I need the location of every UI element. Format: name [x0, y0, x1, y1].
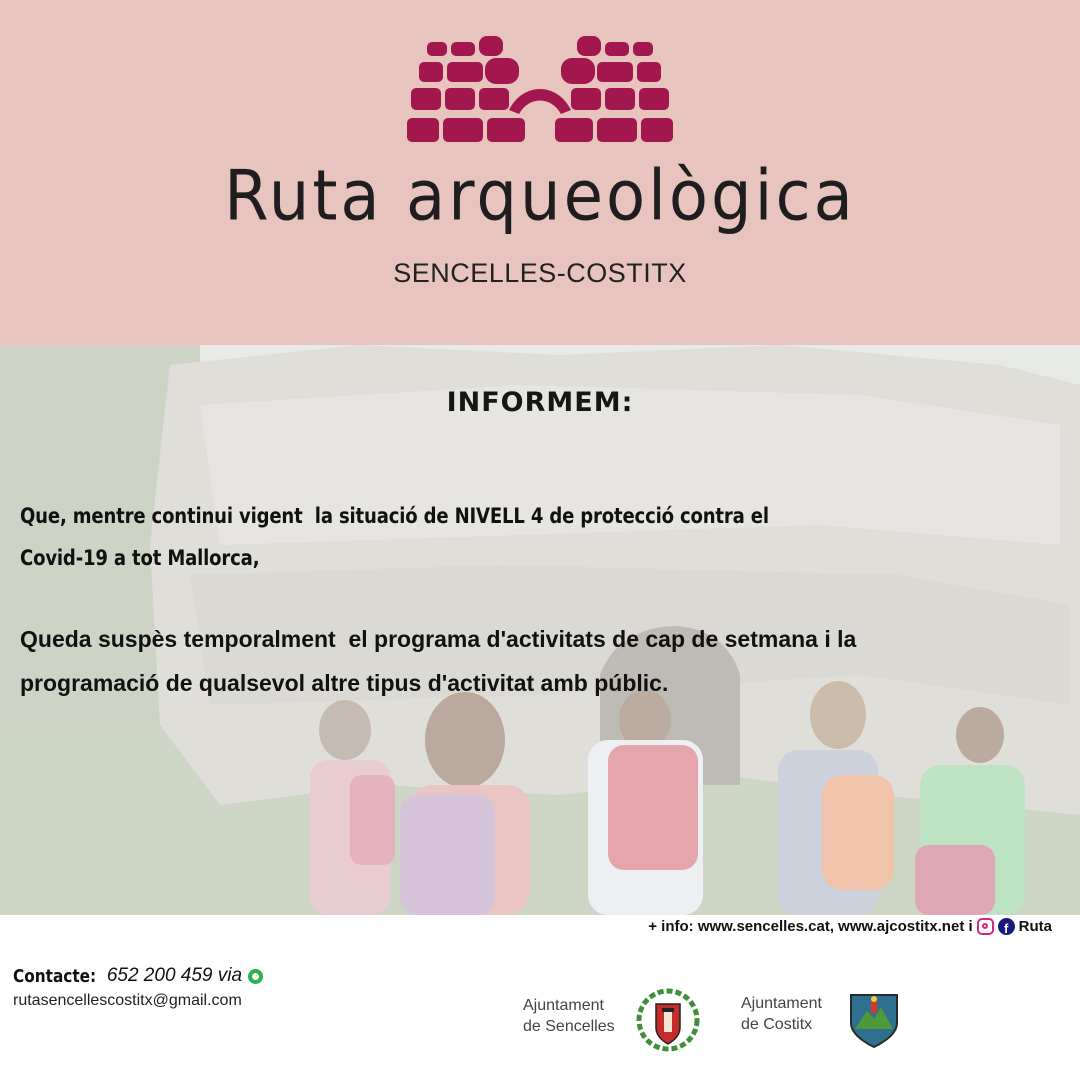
- contact-phone[interactable]: 652 200 459 via: [106, 965, 243, 986]
- instagram-icon[interactable]: [977, 918, 994, 935]
- background-photo: [0, 345, 1080, 915]
- contact-label: Contacte:: [13, 965, 97, 987]
- notice-paragraph-1: [20, 495, 769, 579]
- ruta-logo-icon: [405, 32, 675, 147]
- notice-paragraph-2: [20, 617, 1070, 705]
- header-band: [0, 0, 1080, 345]
- info-text[interactable]: + info: www.sencelles.cat, www.ajcostitx.net i: [648, 918, 973, 935]
- contact-email[interactable]: rutasencellescostitx@gmail.com: [13, 992, 242, 1009]
- council-costitx-label: [741, 993, 822, 1035]
- council-sencelles-line-1: Ajuntament: [523, 997, 604, 1014]
- notice-paragraph-2-line-2: programació de qualsevol altre tipus d'activitat amb públic.: [20, 670, 669, 696]
- notice-heading: INFORMEM:: [446, 387, 634, 418]
- council-costitx-line-2: de Costitx: [741, 1016, 813, 1033]
- sencelles-crest-icon: [636, 988, 700, 1052]
- contact-line: [13, 965, 263, 987]
- info-suffix: Ruta: [1018, 918, 1052, 935]
- facebook-icon[interactable]: f: [998, 918, 1015, 935]
- page-subtitle: SENCELLES-COSTITX: [393, 258, 687, 288]
- council-sencelles-line-2: de Sencelles: [523, 1018, 615, 1035]
- council-costitx-line-1: Ajuntament: [741, 995, 822, 1012]
- council-sencelles-label: [523, 995, 615, 1037]
- info-links: [648, 918, 1052, 935]
- whatsapp-icon[interactable]: [248, 969, 263, 984]
- notice-paragraph-1-line-1: Que, mentre continui vigent la situació de NIVELL 4 de protecció contra el: [20, 504, 769, 528]
- notice-paragraph-1-line-2: Covid-19 a tot Mallorca,: [20, 546, 260, 570]
- costitx-crest-icon: [843, 989, 905, 1051]
- page-title: Ruta arqueològica: [224, 157, 856, 237]
- notice-paragraph-2-line-1: Queda suspès temporalment el programa d'activitats de cap de setmana i la: [20, 626, 857, 652]
